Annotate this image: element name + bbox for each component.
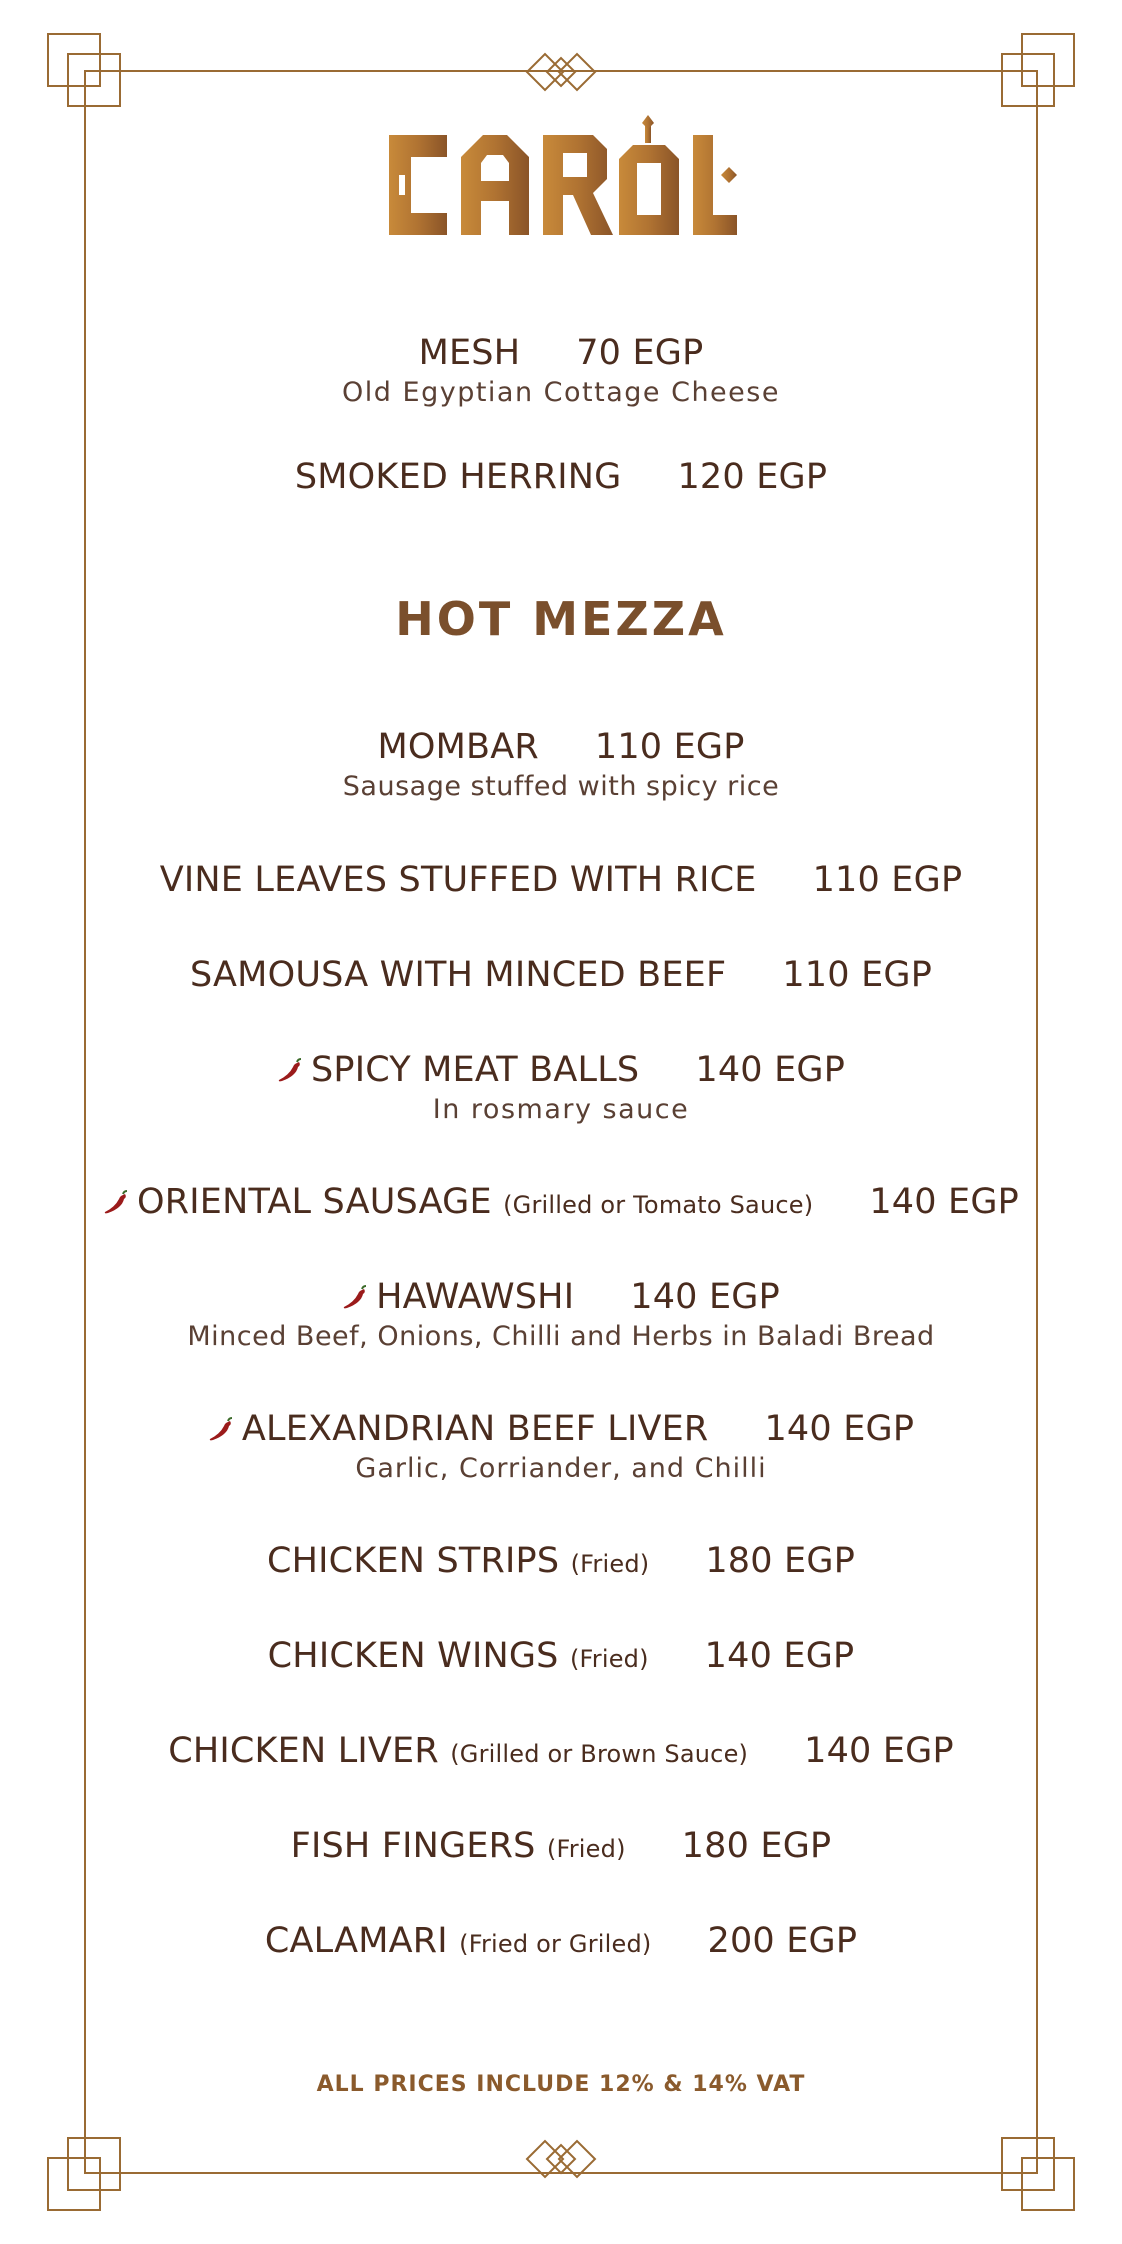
item-price: 140 EGP: [704, 1636, 855, 1676]
item-note: (Fried): [569, 1645, 649, 1673]
item-note: (Fried): [570, 1550, 650, 1578]
menu-item-chicken-wings: [0, 1636, 1122, 1676]
item-price: 140 EGP: [804, 1731, 954, 1771]
chili-pepper-icon: [342, 1285, 368, 1311]
menu-item-calamari: [0, 1921, 1122, 1961]
item-name: CHICKEN STRIPS: [267, 1541, 560, 1581]
vat-footer: ALL PRICES INCLUDE 12% & 14% VAT: [316, 2072, 806, 2097]
chili-pepper-icon: [208, 1417, 234, 1443]
chili-pepper-icon: [103, 1190, 129, 1216]
menu-item-samousa: [0, 955, 1122, 995]
ornament-corner-icon: [47, 2137, 121, 2211]
diamond-ornament-icon: [521, 44, 601, 100]
menu-item-oriental-sausage: [0, 1182, 1122, 1222]
item-price: 200 EGP: [707, 1921, 858, 1961]
menu-item-chicken-strips: [0, 1541, 1122, 1581]
item-price: 70 EGP: [576, 333, 704, 373]
item-price: 110 EGP: [782, 955, 933, 995]
item-price: 120 EGP: [677, 457, 828, 497]
menu-item-fish-fingers: [0, 1826, 1122, 1866]
item-price: 180 EGP: [681, 1826, 832, 1866]
item-description: Minced Beef, Onions, Chilli and Herbs in Baladi Bread: [187, 1321, 935, 1352]
item-price: 110 EGP: [812, 860, 963, 900]
item-name: HAWAWSHI: [376, 1277, 575, 1317]
brand-logo: [0, 115, 1122, 259]
ornament-corner-icon: [1001, 33, 1075, 107]
item-note: (Fried or Griled): [459, 1930, 652, 1958]
item-description: In rosmary sauce: [432, 1094, 690, 1125]
item-name: FISH FINGERS: [290, 1826, 536, 1866]
menu-item-chicken-liver: [0, 1731, 1122, 1771]
item-name: CHICKEN WINGS: [267, 1636, 559, 1676]
item-note: (Grilled or Brown Sauce): [450, 1740, 749, 1768]
item-name: SPICY MEAT BALLS: [310, 1050, 640, 1090]
item-description: Old Egyptian Cottage Cheese: [342, 377, 780, 408]
menu-item-mombar: [0, 727, 1122, 802]
item-name: SAMOUSA WITH MINCED BEEF: [189, 955, 727, 995]
chili-pepper-icon: [277, 1058, 303, 1084]
menu-item-spicy-meat-balls: [0, 1050, 1122, 1125]
menu-item-smoked-herring: [0, 457, 1122, 497]
item-name: VINE LEAVES STUFFED WITH RICE: [159, 860, 757, 900]
menu-item-vine-leaves: [0, 860, 1122, 900]
item-name: ORIENTAL SAUSAGE: [137, 1182, 492, 1222]
section-title: HOT MEZZA: [395, 592, 727, 646]
item-name: CALAMARI: [264, 1921, 448, 1961]
menu-item-hawawshi: [0, 1277, 1122, 1352]
menu-item-alexandrian-liver: [0, 1409, 1122, 1484]
item-name: CHICKEN LIVER: [168, 1731, 439, 1771]
diamond-ornament-icon: [521, 2131, 601, 2187]
item-description: Sausage stuffed with spicy rice: [342, 771, 780, 802]
ornament-corner-icon: [47, 33, 121, 107]
carol-logo-icon: [381, 115, 741, 255]
menu-item-mesh: [0, 333, 1122, 408]
ornament-corner-icon: [1001, 2137, 1075, 2211]
item-name: MESH: [418, 333, 521, 373]
item-description: Garlic, Corriander, and Chilli: [355, 1453, 767, 1484]
item-price: 110 EGP: [594, 727, 745, 767]
item-price: 180 EGP: [705, 1541, 855, 1581]
item-name: SMOKED HERRING: [294, 457, 622, 497]
item-price: 140 EGP: [869, 1182, 1019, 1222]
item-price: 140 EGP: [764, 1409, 915, 1449]
item-name: MOMBAR: [377, 727, 539, 767]
item-note: (Fried): [546, 1835, 626, 1863]
item-name: ALEXANDRIAN BEEF LIVER: [241, 1409, 709, 1449]
item-price: 140 EGP: [695, 1050, 846, 1090]
item-note: (Grilled or Tomato Sauce): [503, 1191, 814, 1219]
item-price: 140 EGP: [630, 1277, 780, 1317]
